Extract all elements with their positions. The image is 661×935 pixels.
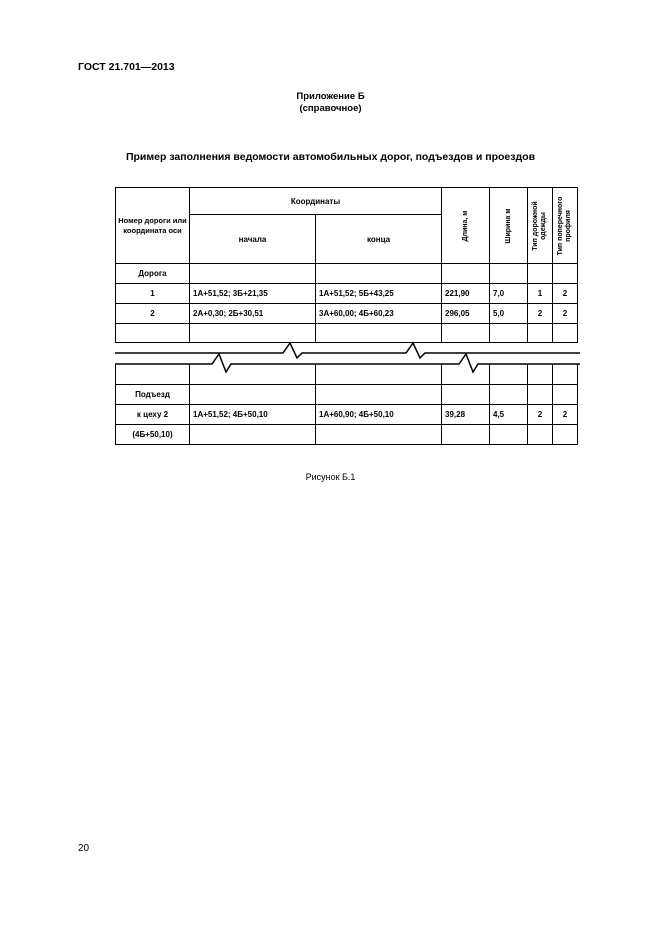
row-profile (553, 364, 578, 384)
row-end: 3А+60,00; 4Б+60,23 (316, 304, 442, 324)
table-row (116, 364, 578, 384)
row-name: Дорога (116, 264, 190, 284)
table-row (116, 424, 578, 444)
row-name (116, 364, 190, 384)
header-length-text: Длина, м (461, 210, 469, 241)
row-start: 1А+51,52; 3Б+21,35 (190, 284, 316, 304)
row-width (490, 364, 528, 384)
table-row (116, 384, 578, 404)
row-width (490, 384, 528, 404)
row-length (442, 364, 490, 384)
row-surface (528, 384, 553, 404)
row-surface: 2 (528, 404, 553, 424)
row-name: 2 (116, 304, 190, 324)
table-title: Пример заполнения ведомости автомобильных дорог, подъездов и проездов (125, 151, 536, 163)
break-line-top (115, 343, 580, 358)
row-start: 2А+0,30; 2Б+30,51 (190, 304, 316, 324)
table-row (116, 404, 578, 424)
header-profile-type-text: Тип поперечного профиля (557, 196, 572, 255)
figure-caption: Рисунок Б.1 (305, 472, 356, 482)
document-code: ГОСТ 21.701—2013 (78, 61, 175, 73)
row-surface (528, 364, 553, 384)
row-surface: 2 (528, 304, 553, 324)
row-width (490, 424, 528, 444)
row-end (316, 384, 442, 404)
header-road-number: Номер дороги или координата оси (116, 188, 190, 264)
row-profile: 2 (553, 284, 578, 304)
row-end: 1А+60,90; 4Б+50,10 (316, 404, 442, 424)
row-name: 1 (116, 284, 190, 304)
row-length (442, 424, 490, 444)
header-width-text: Ширина м (504, 207, 512, 244)
row-width: 4,5 (490, 404, 528, 424)
row-name: Подъезд (116, 384, 190, 404)
row-length: 221,90 (442, 284, 490, 304)
row-end: 1А+51,52; 5Б+43,25 (316, 284, 442, 304)
row-surface: 1 (528, 284, 553, 304)
row-end (316, 424, 442, 444)
row-start (190, 384, 316, 404)
appendix-subtitle: (справочное) (299, 103, 362, 114)
row-width: 7,0 (490, 284, 528, 304)
row-width: 5,0 (490, 304, 528, 324)
roads-table-bottom (115, 364, 578, 445)
row-start (190, 424, 316, 444)
row-length: 39,28 (442, 404, 490, 424)
row-profile (553, 384, 578, 404)
header-start: начала (190, 215, 316, 264)
appendix-title: Приложение Б (296, 91, 365, 102)
row-profile: 2 (553, 404, 578, 424)
header-surface-type-text: Тип дорожной одежды (532, 200, 547, 251)
row-length (442, 384, 490, 404)
header-end: конца (316, 215, 442, 264)
row-surface (528, 424, 553, 444)
row-start (190, 364, 316, 384)
row-name: (4Б+50,10) (116, 424, 190, 444)
row-length: 296,05 (442, 304, 490, 324)
row-name: к цеху 2 (116, 404, 190, 424)
page-number: 20 (78, 843, 90, 854)
header-coordinates: Координаты (190, 188, 442, 215)
row-start: 1А+51,52; 4Б+50,10 (190, 404, 316, 424)
row-profile: 2 (553, 304, 578, 324)
row-end (316, 364, 442, 384)
row-profile (553, 424, 578, 444)
